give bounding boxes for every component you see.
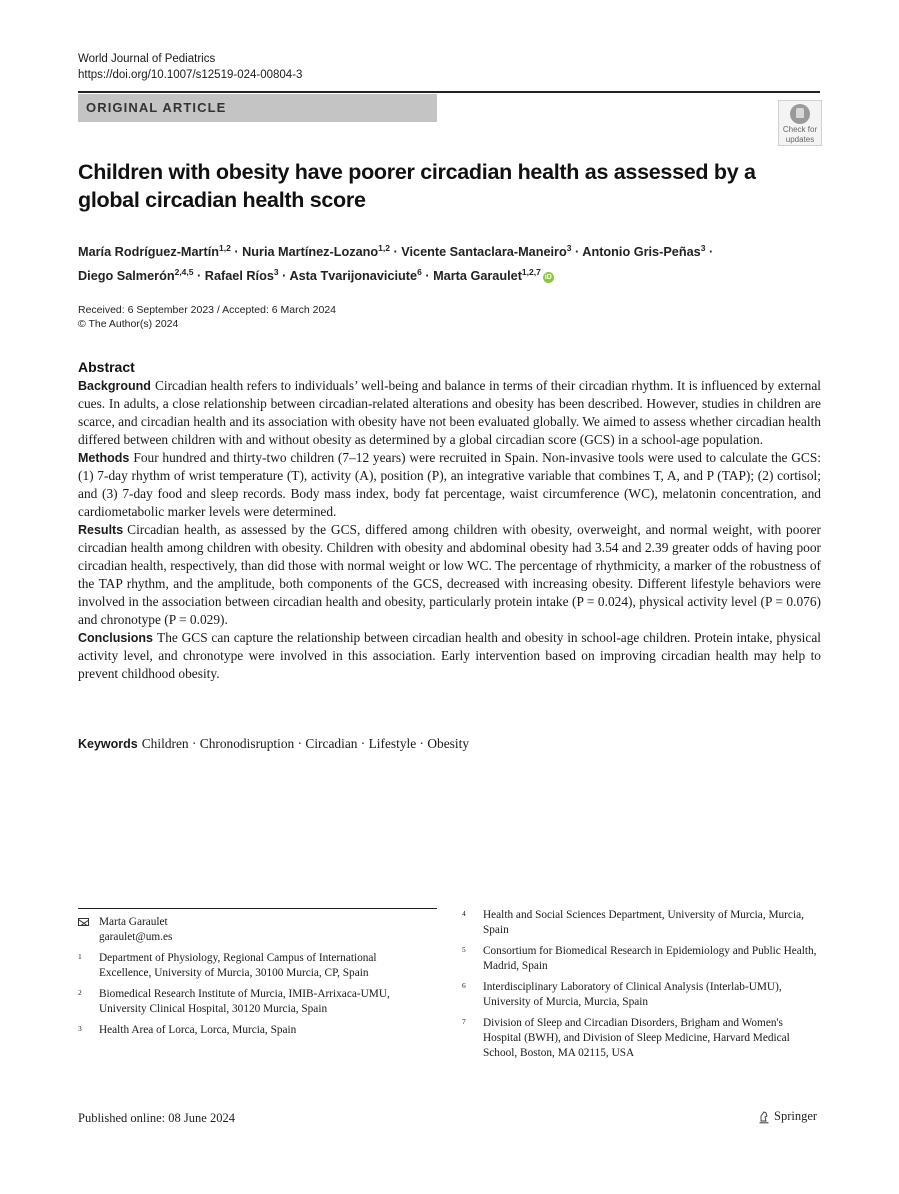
author-name[interactable]: Marta Garaulet xyxy=(433,269,522,284)
affiliation-number: 1 xyxy=(78,952,82,961)
correspondence xyxy=(78,915,428,945)
background-text: Circadian health refers to individuals’ well-being and balance in terms of their circadian rhythm. It is influenced by external cues. In adults, a close relationship between circadian-related alterations and obesity has been described. However, studies in children are scarce, and circadian health and its association with obesity have not been evaluated globally. We aimed to assess whether circadian health differed between children with and without obesity as determined by a global circadian score (GCS) in a school-age population. xyxy=(78,378,821,447)
background-label: Background xyxy=(78,379,151,393)
affiliation-text: Health and Social Sciences Department, University of Murcia, Murcia, Spain xyxy=(483,909,804,936)
corresponding-author: Marta Garaulet xyxy=(99,916,168,928)
author-name[interactable]: Asta Tvarijonaviciute xyxy=(289,269,418,284)
affiliation-number: 6 xyxy=(462,981,466,990)
affiliation-number: 5 xyxy=(462,945,466,954)
author-affiliation-ref: 2,4,5 xyxy=(174,267,194,278)
envelope-icon xyxy=(78,918,89,926)
affiliation-text: Biomedical Research Institute of Murcia, IMIB-Arrixaca-UMU, University Clinical Hospital, 30120 Murcia, Spain xyxy=(99,988,390,1015)
affiliation-number: 2 xyxy=(78,988,82,997)
journal-header xyxy=(78,51,302,83)
results-text: Circadian health, as assessed by the GCS, differed among children with obesity, overweight, and normal weight, with poorer circadian health among children with obesity. Children with obesity and abdominal obesity had 3.54 and 2.39 greater odds of having poor circadian health, respectively, than did those with normal weight or low WC. The percentage of rhythmicity, a marker of the robustness of the TAP rhythm, and the amplitude, both components of the GCS, decreased with increasing obesity. Different lifestyle behaviors were involved in the association between circadian health and obesity, particularly protein intake (P = 0.024), physical activity level (P = 0.076) and chronotype (P = 0.029). xyxy=(78,522,821,627)
article-dates xyxy=(78,303,336,331)
received-accepted-dates: Received: 6 September 2023 / Accepted: 6 March 2024 xyxy=(78,304,336,316)
author-affiliation-ref: 1,2 xyxy=(218,243,231,253)
author-list: María Rodríguez-Martín$^{1,2}$ · Nuria Martínez-Lozano$^{1,2}$ · Vicente Santaclara-Maneiro$^3$ · Antonio Gris-Peñas$^3$ · Diego Salmerón$^{2,4,5}$ · Rafael Ríos$^3$ · Asta Tvarijonaviciute$^6$ · Marta Garaulet$^{1,2,7}$ iD xyxy=(78,243,714,284)
author-affiliation-ref: 6 xyxy=(417,267,422,278)
affiliation-item xyxy=(462,908,822,938)
corresponding-email[interactable]: garaulet@um.es xyxy=(99,931,173,943)
copyright-notice: © The Author(s) 2024 xyxy=(78,318,179,330)
affiliation-number: 3 xyxy=(78,1024,82,1033)
author-name[interactable]: Nuria Martínez-Lozano xyxy=(242,245,379,260)
orcid-icon[interactable]: iD xyxy=(544,273,552,281)
published-date: Published online: 08 June 2024 xyxy=(78,1111,235,1125)
results-label: Results xyxy=(78,523,124,537)
author-affiliation-ref: 1,2,7 xyxy=(521,267,541,278)
affiliation-text: Consortium for Biomedical Research in Epidemiology and Public Health, Madrid, Spain xyxy=(483,945,817,972)
author-affiliation-ref: 1,2 xyxy=(378,243,390,253)
affiliation-item xyxy=(78,1023,428,1038)
affiliation-text: Health Area of Lorca, Lorca, Murcia, Spain xyxy=(99,1024,297,1036)
footnote-rule xyxy=(78,908,437,909)
affiliation-item xyxy=(78,951,428,981)
keywords-label: Keywords xyxy=(78,737,138,751)
methods-text: Four hundred and thirty-two children (7–12 years) were recruited in Spain. Non-invasive tools were used to calculate the GCS: (1) 7-day rhythm of wrist temperature (T), activity (A), position (P), an integrative variable that combines T, A, and P (TAP); (2) cortisol; and (3) 7-day food and sleep records. Body mass index, body fat percentage, waist circumference (WC), melatonin concentration, and cardiometabolic marker levels were determined. xyxy=(78,450,821,519)
article-title: Children with obesity have poorer circadian health as assessed by a global circadian health score xyxy=(78,160,756,212)
author-name[interactable]: Rafael Ríos xyxy=(204,269,274,284)
conclusions-text: The GCS can capture the relationship between circadian health and obesity in school-age children. Protein intake, physical activity level, and chronotype were involved in this association. Early intervention based on improving circadian health may help to prevent childhood obesity. xyxy=(78,630,821,681)
methods-label: Methods xyxy=(78,451,130,465)
author-affiliation-ref: 3 xyxy=(273,267,279,278)
publisher-name: Springer xyxy=(774,1109,818,1123)
check-for-updates-line1: Check for xyxy=(782,125,818,134)
abstract-conclusions xyxy=(78,629,821,683)
abstract-body xyxy=(78,377,821,683)
publisher-logo xyxy=(758,1109,817,1124)
article-type-label: ORIGINAL ARTICLE xyxy=(86,100,227,115)
journal-name: World Journal of Pediatrics xyxy=(78,53,216,65)
check-for-updates-button[interactable] xyxy=(778,100,822,146)
abstract-heading: Abstract xyxy=(78,359,135,375)
affiliations-right xyxy=(462,908,822,1067)
author-affiliation-ref: 3 xyxy=(700,243,706,253)
abstract-results xyxy=(78,521,821,629)
conclusions-label: Conclusions xyxy=(78,631,154,645)
affiliation-number: 7 xyxy=(462,1017,466,1026)
keywords xyxy=(78,735,469,753)
affiliations-left xyxy=(78,915,428,1044)
affiliation-item xyxy=(462,1016,822,1061)
affiliation-text: Division of Sleep and Circadian Disorders, Brigham and Women's Hospital (BWH), and Division of Sleep Medicine, Harvard Medical School, Boston, MA 02115, USA xyxy=(483,1017,790,1059)
affiliation-item xyxy=(78,987,428,1017)
keywords-list: Children · Chronodisruption · Circadian · Lifestyle · Obesity xyxy=(141,736,470,751)
crossmark-icon xyxy=(790,104,810,124)
affiliation-item xyxy=(462,980,822,1010)
abstract-methods xyxy=(78,449,821,521)
affiliation-text: Department of Physiology, Regional Campus of International Excellence, University of Murcia, 30100 Murcia, CP, Spain xyxy=(99,952,377,979)
affiliation-text: Interdisciplinary Laboratory of Clinical Analysis (Interlab-UMU), University of Murcia, Murcia, Spain xyxy=(483,981,782,1008)
author-name[interactable]: María Rodríguez-Martín xyxy=(78,245,219,260)
abstract-background xyxy=(78,377,821,449)
header-rule xyxy=(78,91,820,93)
doi-link[interactable]: https://doi.org/10.1007/s12519-024-00804-3 xyxy=(78,69,303,81)
check-for-updates-line2: updates xyxy=(785,135,815,144)
author-name[interactable]: Vicente Santaclara-Maneiro xyxy=(401,245,567,260)
affiliation-number: 4 xyxy=(462,909,466,918)
affiliation-item xyxy=(462,944,822,974)
springer-horse-icon xyxy=(758,1110,770,1124)
author-name[interactable]: Antonio Gris-Peñas xyxy=(582,245,701,260)
author-name[interactable]: Diego Salmerón xyxy=(78,269,175,284)
author-affiliation-ref: 3 xyxy=(566,243,572,253)
